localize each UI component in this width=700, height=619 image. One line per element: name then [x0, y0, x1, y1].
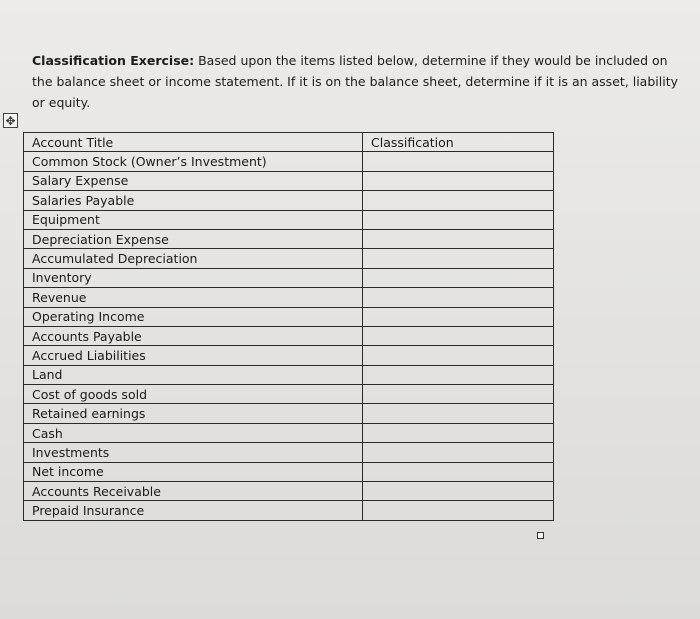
account-cell: Cash [24, 423, 363, 442]
classification-cell[interactable] [363, 288, 554, 307]
classification-cell[interactable] [363, 462, 554, 481]
account-cell: Salary Expense [24, 171, 363, 190]
classification-cell[interactable] [363, 326, 554, 345]
account-cell: Accumulated Depreciation [24, 249, 363, 268]
classification-cell[interactable] [363, 385, 554, 404]
account-cell: Operating Income [24, 307, 363, 326]
account-cell: Land [24, 365, 363, 384]
header-account-title: Account Title [24, 133, 363, 152]
account-cell: Inventory [24, 268, 363, 287]
table-row [24, 365, 554, 384]
header-classification: Classification [363, 133, 554, 152]
table-row [24, 443, 554, 462]
table-move-handle[interactable] [3, 113, 18, 128]
table-row [24, 326, 554, 345]
account-cell: Prepaid Insurance [24, 501, 363, 520]
account-cell: Revenue [24, 288, 363, 307]
table-row [24, 423, 554, 442]
account-cell: Depreciation Expense [24, 229, 363, 248]
table-row [24, 152, 554, 171]
classification-cell[interactable] [363, 404, 554, 423]
table-row [24, 171, 554, 190]
table-resize-handle[interactable] [537, 532, 544, 539]
classification-table [23, 132, 554, 521]
classification-cell[interactable] [363, 268, 554, 287]
exercise-instructions: Based upon the items listed below, determine if they would be included on the balance sheet or income statement. If it is on the balance sheet, determine if it is an asset, liability or equity. [32, 53, 678, 110]
account-cell: Net income [24, 462, 363, 481]
classification-cell[interactable] [363, 365, 554, 384]
account-cell: Salaries Payable [24, 191, 363, 210]
classification-cell[interactable] [363, 210, 554, 229]
classification-cell[interactable] [363, 307, 554, 326]
move-icon: ✥ [5, 113, 16, 128]
account-cell: Common Stock (Owner’s Investment) [24, 152, 363, 171]
table-row [24, 462, 554, 481]
table-row [24, 346, 554, 365]
account-cell: Accrued Liabilities [24, 346, 363, 365]
account-cell: Accounts Receivable [24, 482, 363, 501]
table-row [24, 288, 554, 307]
table-row [24, 482, 554, 501]
classification-cell[interactable] [363, 171, 554, 190]
classification-cell[interactable] [363, 152, 554, 171]
classification-cell[interactable] [363, 229, 554, 248]
table-row [24, 229, 554, 248]
table-header-row [24, 133, 554, 152]
table-row [24, 307, 554, 326]
table-row [24, 210, 554, 229]
exercise-title: Classification Exercise: [32, 53, 195, 68]
classification-cell[interactable] [363, 482, 554, 501]
table-row [24, 268, 554, 287]
table-row [24, 404, 554, 423]
account-cell: Accounts Payable [24, 326, 363, 345]
table-row [24, 249, 554, 268]
classification-cell[interactable] [363, 191, 554, 210]
account-cell: Retained earnings [24, 404, 363, 423]
classification-cell[interactable] [363, 423, 554, 442]
classification-cell[interactable] [363, 346, 554, 365]
table-row [24, 191, 554, 210]
table-row [24, 501, 554, 520]
classification-cell[interactable] [363, 249, 554, 268]
account-cell: Equipment [24, 210, 363, 229]
classification-cell[interactable] [363, 501, 554, 520]
table-row [24, 385, 554, 404]
table-body [24, 152, 554, 520]
account-cell: Investments [24, 443, 363, 462]
instructions-paragraph [32, 50, 692, 113]
classification-cell[interactable] [363, 443, 554, 462]
account-cell: Cost of goods sold [24, 385, 363, 404]
